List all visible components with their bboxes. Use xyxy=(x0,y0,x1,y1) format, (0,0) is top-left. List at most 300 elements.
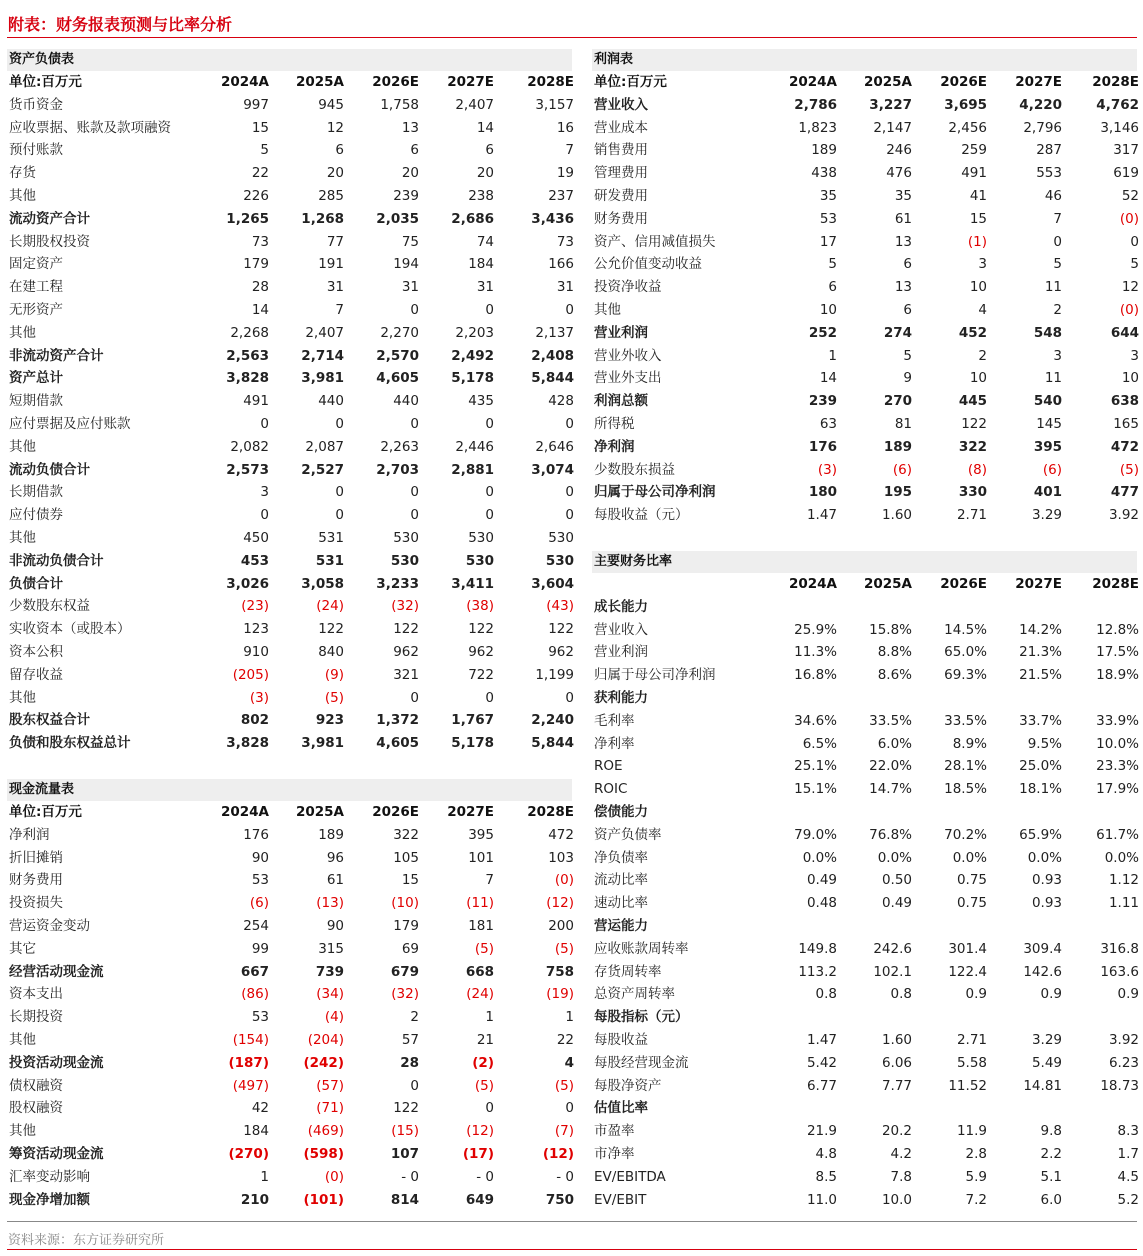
table-row xyxy=(592,504,1137,527)
column-header-row xyxy=(7,801,572,824)
value-cell: 4,220 xyxy=(1019,96,1062,113)
row-label: 营业外收入 xyxy=(594,347,662,364)
value-cell: (598) xyxy=(303,1145,344,1162)
row-label: 每股收益 xyxy=(594,1031,648,1048)
value-cell: 242.6 xyxy=(873,940,912,957)
table-row xyxy=(7,1143,572,1166)
table-row xyxy=(592,1166,1137,1189)
row-label: 其他 xyxy=(9,689,36,706)
value-cell: 2,563 xyxy=(226,347,269,364)
value-cell: (32) xyxy=(391,986,419,1003)
table-row xyxy=(7,1029,572,1052)
year-header: 2028E xyxy=(1092,74,1139,90)
value-cell: 0.93 xyxy=(1031,872,1062,889)
value-cell: (4) xyxy=(324,1009,344,1026)
value-cell: 0.75 xyxy=(956,895,987,912)
value-cell: 25.9% xyxy=(794,621,837,638)
row-label: 资本支出 xyxy=(9,986,63,1003)
value-cell: 107 xyxy=(390,1145,419,1162)
value-cell: 149.8 xyxy=(798,940,837,957)
value-cell: 53 xyxy=(251,1009,269,1026)
row-label: 流动资产合计 xyxy=(9,210,90,227)
value-cell: 530 xyxy=(465,552,494,569)
row-label: 营业收入 xyxy=(594,96,648,113)
row-label: 实收资本（或股本） xyxy=(9,621,131,638)
value-cell: 840 xyxy=(318,643,344,660)
value-cell: 1.7 xyxy=(1117,1145,1139,1162)
table-row xyxy=(592,892,1137,915)
value-cell: 122 xyxy=(468,621,494,638)
unit-label: 单位:百万元 xyxy=(9,74,82,90)
value-cell: 395 xyxy=(1033,438,1062,455)
value-cell: 644 xyxy=(1110,324,1139,341)
value-cell: 453 xyxy=(240,552,269,569)
table-row xyxy=(592,664,1137,687)
row-label: 净利润 xyxy=(594,438,635,455)
row-label: 股权融资 xyxy=(9,1100,63,1117)
table-row xyxy=(7,1075,572,1098)
table-row xyxy=(592,824,1137,847)
value-cell: 123 xyxy=(243,621,269,638)
year-header: 2025A xyxy=(863,576,912,592)
row-label: 每股收益（元） xyxy=(594,507,689,524)
year-header: 2027E xyxy=(1015,576,1062,592)
value-cell: 63 xyxy=(819,415,837,432)
value-cell: 2,407 xyxy=(455,96,494,113)
value-cell: 2,408 xyxy=(531,347,574,364)
value-cell: 440 xyxy=(393,393,419,410)
value-cell: 2,268 xyxy=(230,324,269,341)
value-cell: 2.71 xyxy=(956,507,987,524)
value-cell: 142.6 xyxy=(1023,963,1062,980)
table-row xyxy=(7,550,572,573)
table-row xyxy=(7,413,572,436)
value-cell: 12.8% xyxy=(1096,621,1139,638)
value-cell: 61 xyxy=(326,872,344,889)
row-label: 毛利率 xyxy=(594,712,635,729)
table-row xyxy=(7,961,572,984)
row-label: 营运资金变动 xyxy=(9,917,90,934)
value-cell: 1.60 xyxy=(881,1031,912,1048)
value-cell: 3,074 xyxy=(531,461,574,478)
value-cell: 33.9% xyxy=(1096,712,1139,729)
table-row xyxy=(7,641,572,664)
row-label: 管理费用 xyxy=(594,165,648,182)
value-cell: 962 xyxy=(468,643,494,660)
value-cell: 75 xyxy=(401,233,419,250)
table-row xyxy=(7,459,572,482)
value-cell: 6 xyxy=(828,279,837,296)
value-cell: 477 xyxy=(1110,484,1139,501)
value-cell: 3,227 xyxy=(869,96,912,113)
value-cell: 0.93 xyxy=(1031,895,1062,912)
year-header: 2024A xyxy=(788,74,837,90)
value-cell: 962 xyxy=(393,643,419,660)
value-cell: 15 xyxy=(401,872,419,889)
bottom-divider xyxy=(7,1249,1137,1250)
value-cell: (5) xyxy=(474,940,494,957)
value-cell: 2,203 xyxy=(455,324,494,341)
value-cell: 0.50 xyxy=(881,872,912,889)
row-label: ROIC xyxy=(594,781,628,798)
value-cell: 540 xyxy=(1033,393,1062,410)
row-label: 其他 xyxy=(9,324,36,341)
value-cell: 3,981 xyxy=(301,370,344,387)
value-cell: 25.1% xyxy=(794,758,837,775)
value-cell: 548 xyxy=(1033,324,1062,341)
table-row xyxy=(592,1052,1137,1075)
value-cell: (5) xyxy=(1119,461,1139,478)
table-row xyxy=(7,595,572,618)
value-cell: 1.12 xyxy=(1108,872,1139,889)
value-cell: 17.9% xyxy=(1096,781,1139,798)
value-cell: 0 xyxy=(485,1100,494,1117)
value-cell: 105 xyxy=(393,849,419,866)
section-row xyxy=(592,1006,1137,1029)
value-cell: 35 xyxy=(819,187,837,204)
value-cell: 10 xyxy=(969,279,987,296)
value-cell: 6.0 xyxy=(1040,1191,1062,1208)
value-cell: 10.0% xyxy=(1096,735,1139,752)
value-cell: 10 xyxy=(819,301,837,318)
value-cell: 0 xyxy=(410,415,419,432)
row-label: 投资净收益 xyxy=(594,279,662,296)
unit-label: 单位:百万元 xyxy=(594,74,667,90)
value-cell: 317 xyxy=(1113,142,1139,159)
table-row xyxy=(592,185,1137,208)
value-cell: 3,411 xyxy=(451,575,494,592)
year-header: 2027E xyxy=(447,74,494,90)
year-header: 2028E xyxy=(1092,576,1139,592)
value-cell: 0 xyxy=(485,507,494,524)
value-cell: 20.2 xyxy=(881,1123,912,1140)
value-cell: 69.3% xyxy=(944,667,987,684)
value-cell: 8.5 xyxy=(815,1168,837,1185)
row-label: 无形资产 xyxy=(9,301,63,318)
column-header-row xyxy=(592,71,1137,94)
value-cell: 3 xyxy=(978,256,987,273)
value-cell: 18.5% xyxy=(944,781,987,798)
value-cell: 2,407 xyxy=(305,324,344,341)
value-cell: 6 xyxy=(485,142,494,159)
table-title: 主要财务比率 xyxy=(592,551,1137,573)
value-cell: 8.6% xyxy=(877,667,912,684)
table-row xyxy=(592,322,1137,345)
value-cell: 7.77 xyxy=(881,1077,912,1094)
table-row xyxy=(592,619,1137,642)
value-cell: 8.3 xyxy=(1117,1123,1139,1140)
value-cell: 0.0% xyxy=(1104,849,1139,866)
value-cell: 0 xyxy=(485,689,494,706)
row-label: 营业成本 xyxy=(594,119,648,136)
value-cell: 10 xyxy=(1121,370,1139,387)
table-row xyxy=(592,253,1137,276)
value-cell: 11.0 xyxy=(806,1191,837,1208)
value-cell: 76.8% xyxy=(869,826,912,843)
value-cell: 259 xyxy=(961,142,987,159)
table-row xyxy=(592,778,1137,801)
value-cell: (270) xyxy=(228,1145,269,1162)
value-cell: 9.8 xyxy=(1040,1123,1062,1140)
value-cell: 0 xyxy=(410,484,419,501)
value-cell: 0 xyxy=(260,507,269,524)
year-header: 2026E xyxy=(372,74,419,90)
table-row xyxy=(7,618,572,641)
row-label: 财务费用 xyxy=(9,872,63,889)
table-title: 利润表 xyxy=(592,49,1137,71)
cash-flow-table xyxy=(7,779,572,1211)
row-label: 其他 xyxy=(594,301,621,318)
value-cell: 667 xyxy=(240,963,269,980)
row-label: 其他 xyxy=(9,438,36,455)
unit-label: 单位:百万元 xyxy=(9,804,82,820)
value-cell: 285 xyxy=(318,187,344,204)
table-row xyxy=(7,322,572,345)
value-cell: 194 xyxy=(393,256,419,273)
value-cell: 4 xyxy=(564,1054,574,1071)
value-cell: 65.9% xyxy=(1019,826,1062,843)
value-cell: 14 xyxy=(476,119,494,136)
row-label: 负债合计 xyxy=(9,575,63,592)
value-cell: (6) xyxy=(892,461,912,478)
value-cell: 10.0 xyxy=(881,1191,912,1208)
year-header: 2026E xyxy=(940,74,987,90)
row-label: 财务费用 xyxy=(594,210,648,227)
value-cell: 440 xyxy=(318,393,344,410)
table-row xyxy=(592,436,1137,459)
value-cell: 79.0% xyxy=(794,826,837,843)
value-cell: 0 xyxy=(260,415,269,432)
value-cell: 2 xyxy=(978,347,987,364)
value-cell: 3.29 xyxy=(1031,1031,1062,1048)
value-cell: 163.6 xyxy=(1100,963,1139,980)
section-row xyxy=(592,1097,1137,1120)
value-cell: (5) xyxy=(554,1077,574,1094)
value-cell: (13) xyxy=(316,895,344,912)
value-cell: (71) xyxy=(316,1100,344,1117)
value-cell: 31 xyxy=(401,279,419,296)
value-cell: 16.8% xyxy=(794,667,837,684)
table-row xyxy=(7,276,572,299)
value-cell: (15) xyxy=(391,1123,419,1140)
value-cell: 14 xyxy=(251,301,269,318)
table-row xyxy=(7,527,572,550)
value-cell: 5 xyxy=(260,142,269,159)
value-cell: 649 xyxy=(465,1191,494,1208)
value-cell: 33.5% xyxy=(869,712,912,729)
value-cell: 0 xyxy=(565,1100,574,1117)
value-cell: 3.92 xyxy=(1108,507,1139,524)
value-cell: 31 xyxy=(556,279,574,296)
value-cell: 122 xyxy=(393,621,419,638)
row-label: 在建工程 xyxy=(9,279,63,296)
value-cell: 1 xyxy=(260,1168,269,1185)
row-label: 筹资活动现金流 xyxy=(9,1145,104,1162)
value-cell: 61.7% xyxy=(1096,826,1139,843)
value-cell: 452 xyxy=(958,324,987,341)
value-cell: (12) xyxy=(542,1145,574,1162)
value-cell: 184 xyxy=(468,256,494,273)
table-row xyxy=(7,208,572,231)
value-cell: 0.9 xyxy=(1040,986,1062,1003)
value-cell: 435 xyxy=(468,393,494,410)
value-cell: 0.0% xyxy=(877,849,912,866)
value-cell: 184 xyxy=(243,1123,269,1140)
value-cell: 4 xyxy=(978,301,987,318)
year-header: 2026E xyxy=(940,576,987,592)
value-cell: 11.3% xyxy=(794,644,837,661)
value-cell: 0.0% xyxy=(952,849,987,866)
value-cell: 12 xyxy=(1121,279,1139,296)
value-cell: 2,703 xyxy=(376,461,419,478)
value-cell: 315 xyxy=(318,940,344,957)
value-cell: 70.2% xyxy=(944,826,987,843)
row-label: 投资损失 xyxy=(9,895,63,912)
row-label: 存货周转率 xyxy=(594,963,662,980)
value-cell: 14.81 xyxy=(1023,1077,1062,1094)
section-row xyxy=(592,801,1137,824)
income-statement-table xyxy=(592,49,1137,527)
value-cell: 530 xyxy=(468,529,494,546)
table-row xyxy=(7,915,572,938)
footer-divider xyxy=(7,1221,1137,1222)
value-cell: 122.4 xyxy=(948,963,987,980)
value-cell: 15 xyxy=(251,119,269,136)
value-cell: 0.48 xyxy=(806,895,837,912)
table-row xyxy=(592,413,1137,436)
value-cell: 5.1 xyxy=(1040,1168,1062,1185)
value-cell: 1,265 xyxy=(226,210,269,227)
row-label: ROE xyxy=(594,758,623,775)
value-cell: 42 xyxy=(251,1100,269,1117)
value-cell: 12 xyxy=(326,119,344,136)
row-label: 应付债券 xyxy=(9,507,63,524)
balance-sheet-table xyxy=(7,49,572,755)
value-cell: 3,436 xyxy=(531,210,574,227)
value-cell: 2,527 xyxy=(301,461,344,478)
section-label: 偿债能力 xyxy=(594,803,648,820)
value-cell: (187) xyxy=(228,1054,269,1071)
row-label: 营业利润 xyxy=(594,324,648,341)
value-cell: 0 xyxy=(565,507,574,524)
value-cell: 0 xyxy=(565,415,574,432)
row-label: 净负债率 xyxy=(594,849,648,866)
value-cell: 31 xyxy=(326,279,344,296)
value-cell: 21 xyxy=(476,1031,494,1048)
value-cell: 77 xyxy=(326,233,344,250)
value-cell: 122 xyxy=(548,621,574,638)
value-cell: 200 xyxy=(548,917,574,934)
value-cell: 3,695 xyxy=(944,96,987,113)
table-row xyxy=(7,1052,572,1075)
year-header: 2026E xyxy=(372,804,419,820)
value-cell: 6 xyxy=(335,142,344,159)
value-cell: 165 xyxy=(1113,415,1139,432)
table-row xyxy=(7,892,572,915)
table-row xyxy=(592,367,1137,390)
value-cell: 61 xyxy=(894,210,912,227)
value-cell: 0.49 xyxy=(881,895,912,912)
table-row xyxy=(592,208,1137,231)
value-cell: 99 xyxy=(251,940,269,957)
value-cell: 1,823 xyxy=(798,119,837,136)
table-row xyxy=(592,139,1137,162)
value-cell: 14.5% xyxy=(944,621,987,638)
row-label: 营业外支出 xyxy=(594,370,662,387)
row-label: 应付票据及应付账款 xyxy=(9,415,131,432)
value-cell: 802 xyxy=(240,712,269,729)
value-cell: 2,082 xyxy=(230,438,269,455)
value-cell: (9) xyxy=(324,666,344,683)
value-cell: (17) xyxy=(462,1145,494,1162)
value-cell: 0 xyxy=(565,301,574,318)
value-cell: 191 xyxy=(318,256,344,273)
table-row xyxy=(7,367,572,390)
value-cell: 122 xyxy=(318,621,344,638)
value-cell: 9.5% xyxy=(1027,735,1062,752)
row-label: 其他 xyxy=(9,1123,36,1140)
value-cell: 5 xyxy=(1130,256,1139,273)
row-label: 长期股权投资 xyxy=(9,233,90,250)
value-cell: 18.9% xyxy=(1096,667,1139,684)
value-cell: 5.49 xyxy=(1031,1054,1062,1071)
row-label: 公允价值变动收益 xyxy=(594,256,702,273)
value-cell: (469) xyxy=(307,1123,344,1140)
value-cell: (34) xyxy=(316,986,344,1003)
table-row xyxy=(7,869,572,892)
value-cell: 25.0% xyxy=(1019,758,1062,775)
value-cell: 4,605 xyxy=(376,735,419,752)
value-cell: 553 xyxy=(1036,165,1062,182)
value-cell: (7) xyxy=(554,1123,574,1140)
table-row xyxy=(7,573,572,596)
value-cell: (204) xyxy=(307,1031,344,1048)
value-cell: 122 xyxy=(961,415,987,432)
value-cell: 3,146 xyxy=(1100,119,1139,136)
value-cell: 2,786 xyxy=(794,96,837,113)
row-label: 净利率 xyxy=(594,735,635,752)
value-cell: 35 xyxy=(894,187,912,204)
row-label: 资产负债率 xyxy=(594,826,662,843)
value-cell: 3,981 xyxy=(301,735,344,752)
row-label: 所得税 xyxy=(594,415,635,432)
row-label: 净利润 xyxy=(9,826,50,843)
value-cell: 472 xyxy=(1110,438,1139,455)
value-cell: 53 xyxy=(819,210,837,227)
value-cell: 19 xyxy=(556,165,574,182)
value-cell: 1,199 xyxy=(535,666,574,683)
value-cell: 438 xyxy=(811,165,837,182)
value-cell: 472 xyxy=(548,826,574,843)
row-label: 营业收入 xyxy=(594,621,648,638)
year-header: 2024A xyxy=(220,804,269,820)
value-cell: - 0 xyxy=(556,1168,574,1185)
table-row xyxy=(7,185,572,208)
value-cell: 74 xyxy=(476,233,494,250)
value-cell: 3,604 xyxy=(531,575,574,592)
row-label: 非流动资产合计 xyxy=(9,347,104,364)
value-cell: 4.2 xyxy=(890,1145,912,1162)
section-row xyxy=(592,596,1137,619)
value-cell: 739 xyxy=(315,963,344,980)
row-label: 资产、信用减值损失 xyxy=(594,233,716,250)
table-row xyxy=(7,664,572,687)
value-cell: 2.71 xyxy=(956,1031,987,1048)
value-cell: 20 xyxy=(326,165,344,182)
value-cell: 33.7% xyxy=(1019,712,1062,729)
value-cell: 0 xyxy=(410,1077,419,1094)
value-cell: 4.8 xyxy=(815,1145,837,1162)
